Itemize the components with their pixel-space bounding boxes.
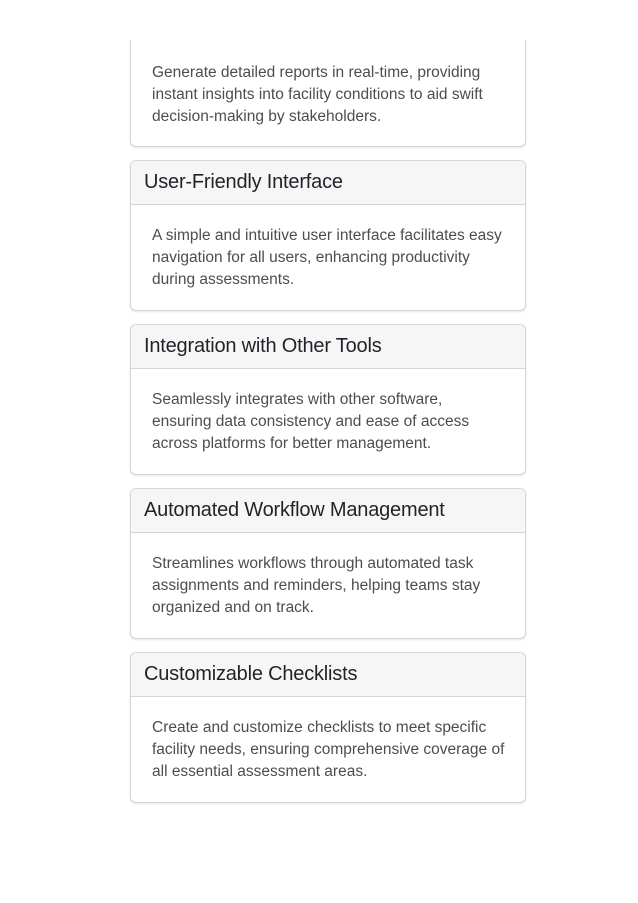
feature-card-description: Streamlines workflows through automated task assignments and reminders, helping teams stay organized and on track. <box>152 555 481 616</box>
feature-card-description: Create and customize checklists to meet specific facility needs, ensuring comprehensive coverage of all essential assessment areas. <box>152 719 505 780</box>
feature-card-title: Integration with Other Tools <box>131 325 525 369</box>
feature-card-integration <box>130 324 526 475</box>
feature-card-user-friendly-interface <box>130 160 526 311</box>
feature-card-description: Generate detailed reports in real-time, providing instant insights into facility conditions to aid swift decision-making by stakeholders. <box>152 64 483 125</box>
feature-card-customizable-checklists <box>130 652 526 803</box>
feature-card-real-time-reporting <box>130 40 526 147</box>
feature-card-description: Seamlessly integrates with other software, ensuring data consistency and ease of access across platforms for better management. <box>152 391 470 452</box>
feature-card-automated-workflow <box>130 488 526 639</box>
feature-card-title: Customizable Checklists <box>131 653 525 697</box>
feature-list <box>130 40 526 816</box>
feature-card-description: A simple and intuitive user interface facilitates easy navigation for all users, enhancing productivity during assessments. <box>152 227 502 288</box>
feature-card-title: User-Friendly Interface <box>131 161 525 205</box>
feature-card-title: Automated Workflow Management <box>131 489 525 533</box>
